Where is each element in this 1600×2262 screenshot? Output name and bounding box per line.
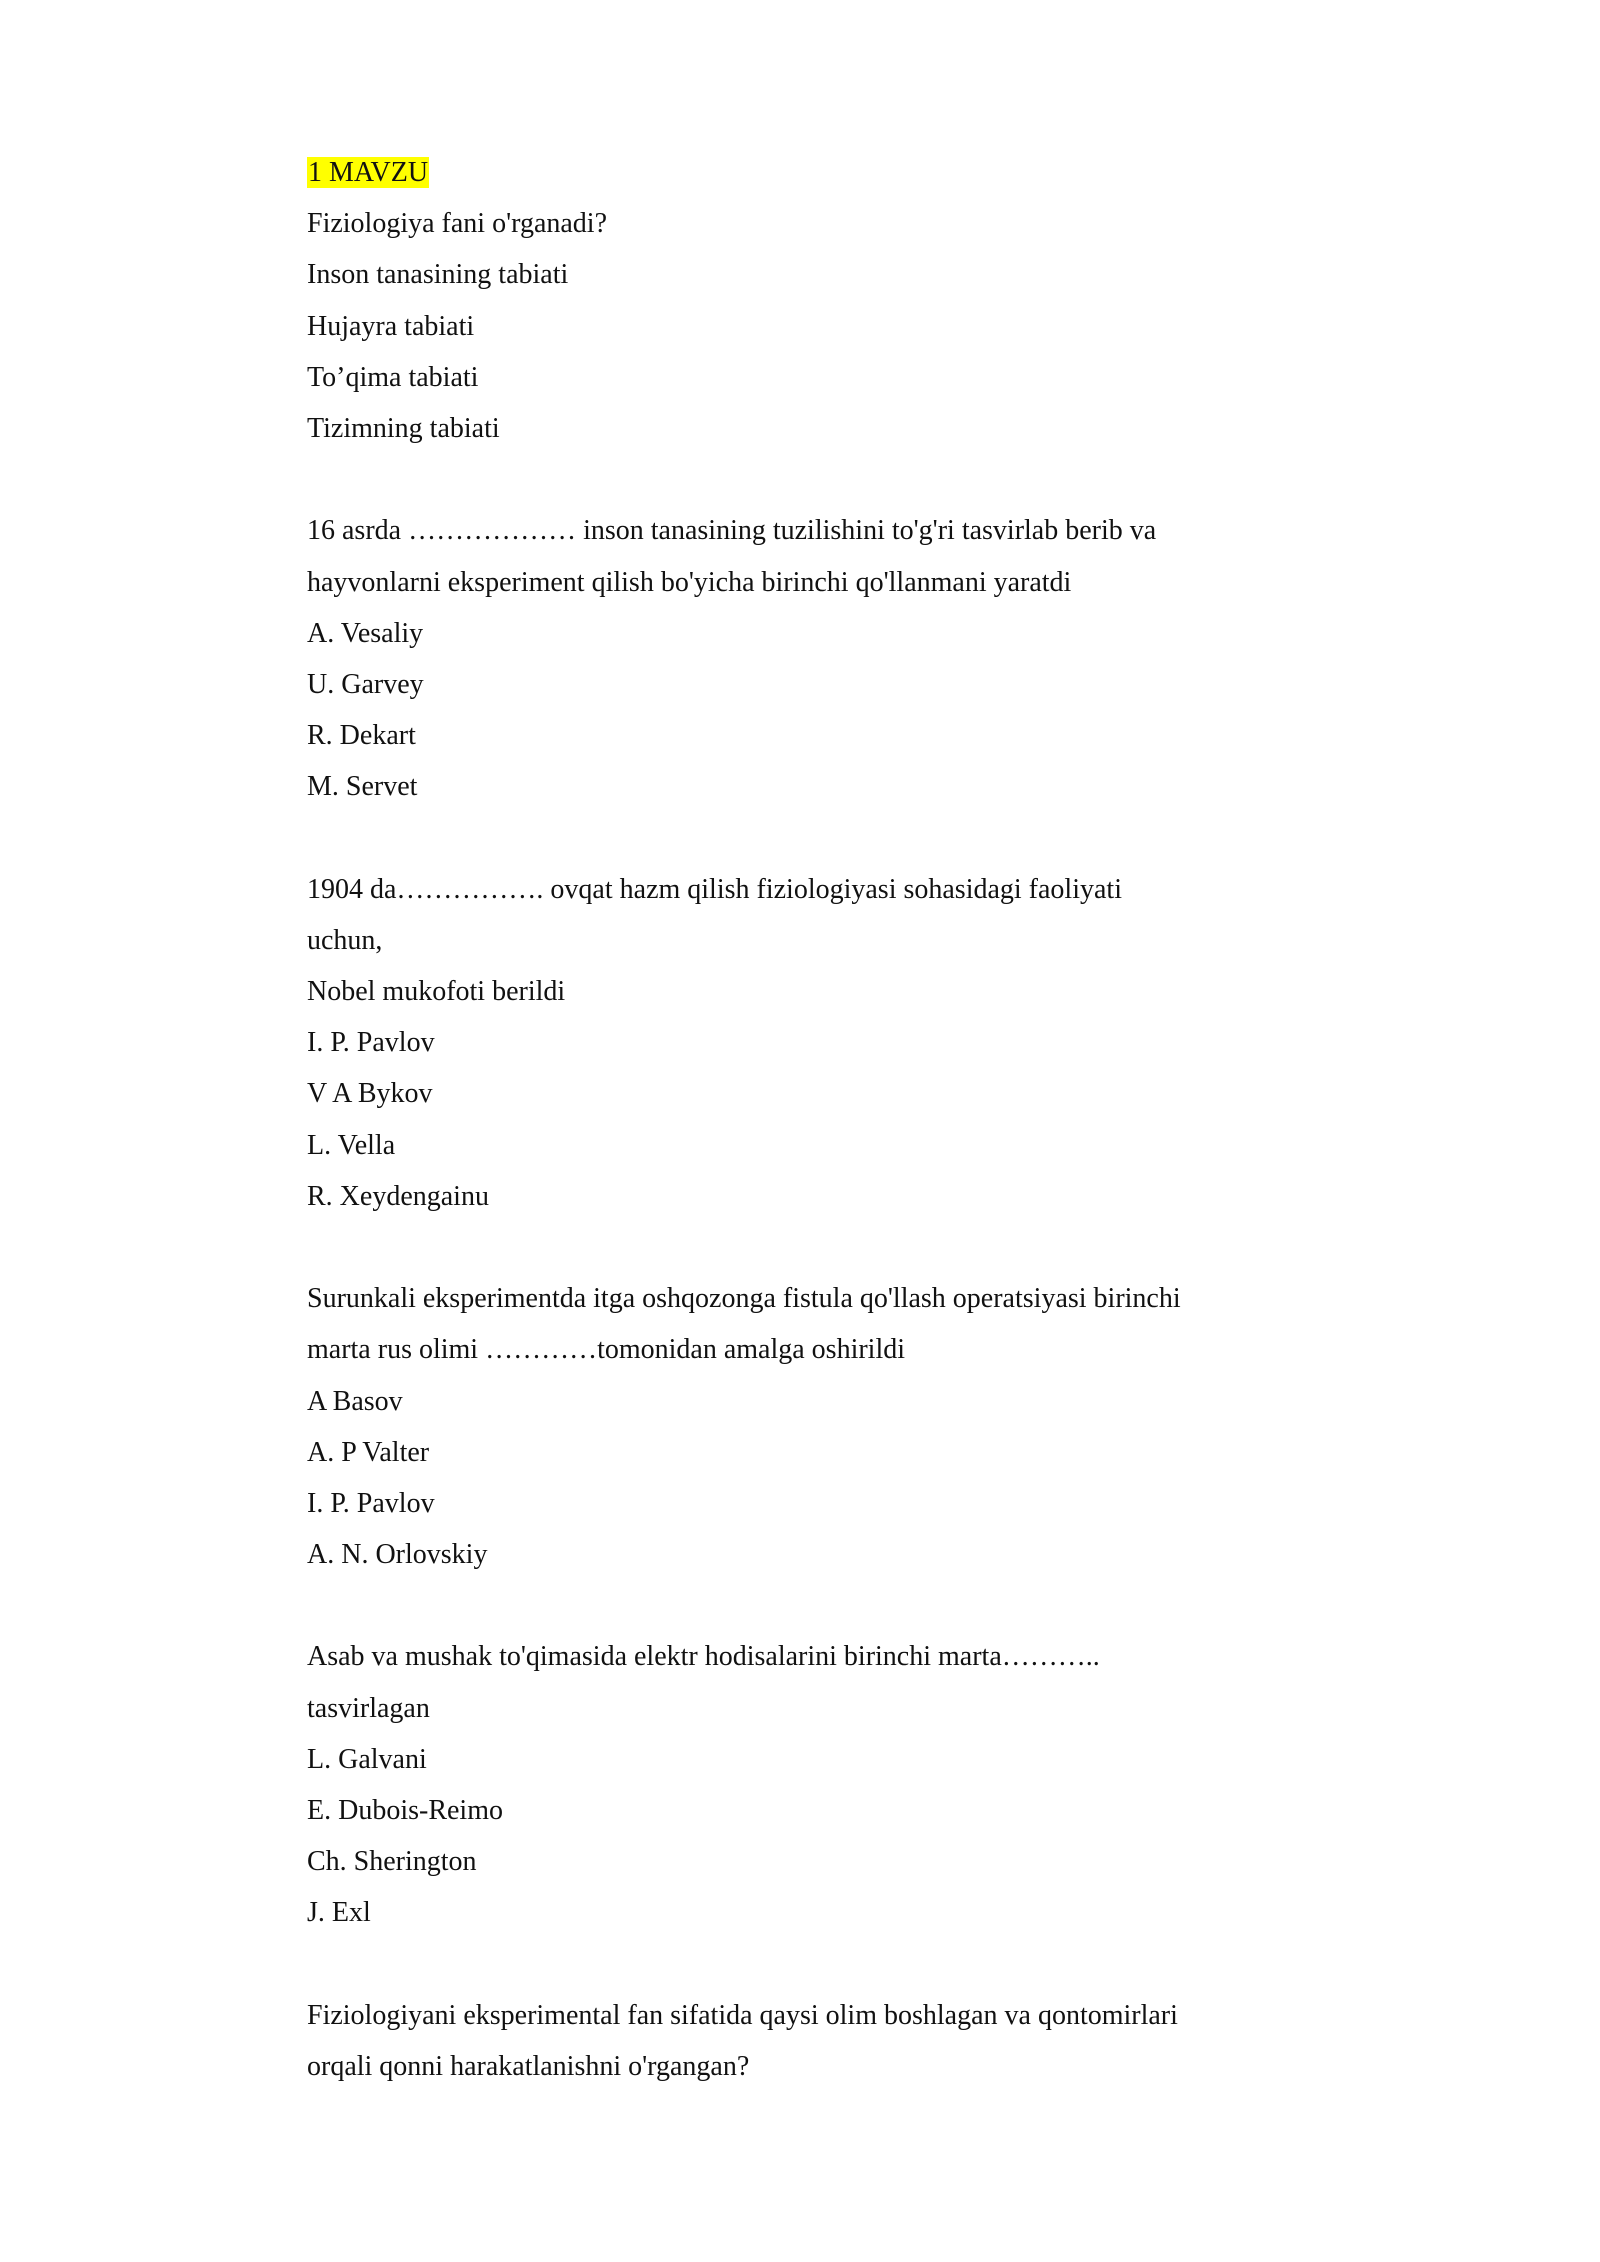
question-text: hayvonlarni eksperiment qilish bo'yicha birinchi qo'llanmani yaratdi xyxy=(307,566,1072,598)
question-text: Fiziologiya fani o'rganadi? xyxy=(307,208,608,240)
paragraph-gap xyxy=(307,454,1267,505)
answer-option: Tizimning tabiati xyxy=(307,412,500,444)
question-block xyxy=(307,1273,1267,1580)
answer-option: I. P. Pavlov xyxy=(307,1027,435,1059)
answer-option: V A Bykov xyxy=(307,1078,433,1110)
question-text: Nobel mukofoti berildi xyxy=(307,976,566,1007)
answer-option: A. N. Orlovskiy xyxy=(307,1539,488,1571)
answer-option: Hujayra tabiati xyxy=(307,310,475,342)
answer-option: M. Servet xyxy=(307,771,418,803)
answer-option: R. Xeydengainu xyxy=(307,1180,489,1212)
answer-option: A. Vesaliy xyxy=(307,617,424,649)
question-text: 1904 da……………. ovqat hazm qilish fiziologiyasi sohasidagi faoliyati xyxy=(307,873,1122,905)
question-block xyxy=(307,1990,1267,2092)
question-text: 16 asrda ……………… inson tanasining tuzilishini to'g'ri tasvirlab berib va xyxy=(307,515,1157,547)
question-text: Fiziologiyani eksperimental fan sifatida qaysi olim boshlagan va qontomirlari xyxy=(307,1999,1178,2031)
paragraph-gap xyxy=(307,1222,1267,1273)
answer-option: Ch. Sherington xyxy=(307,1846,477,1878)
question-text: Asab va mushak to'qimasida elektr hodisalarini birinchi marta……….. xyxy=(307,1641,1100,1673)
topic-heading-line xyxy=(307,147,1267,198)
topic-heading: 1 MAVZU xyxy=(308,157,429,188)
question-block xyxy=(307,1631,1267,1938)
answer-option: A. P Valter xyxy=(307,1436,430,1468)
answer-option: U. Garvey xyxy=(307,668,424,700)
answer-option: R. Dekart xyxy=(307,720,416,752)
answer-option: E. Dubois-Reimo xyxy=(307,1795,503,1826)
answer-option: J. Exl xyxy=(307,1897,371,1929)
answer-option: I. P. Pavlov xyxy=(307,1487,435,1519)
question-text: marta rus olimi …………tomonidan amalga oshirildi xyxy=(307,1334,906,1366)
question-block xyxy=(307,198,1267,454)
answer-option: A Basov xyxy=(307,1385,403,1417)
question-block xyxy=(307,864,1267,1222)
answer-option: To’qima tabiati xyxy=(307,361,479,393)
answer-option: L. Vella xyxy=(307,1129,396,1161)
answer-option: Inson tanasining tabiati xyxy=(307,259,569,291)
question-text: Surunkali eksperimentda itga oshqozonga fistula qo'llash operatsiyasi birinchi xyxy=(307,1283,1181,1315)
question-text: tasvirlagan xyxy=(307,1692,430,1724)
question-text: uchun, xyxy=(307,924,383,956)
paragraph-gap xyxy=(307,1939,1267,1990)
paragraph-gap xyxy=(307,812,1267,863)
paragraph-gap xyxy=(307,1580,1267,1631)
answer-option: L. Galvani xyxy=(307,1743,427,1775)
document-body xyxy=(307,147,1267,2092)
question-text: orqali qonni harakatlanishni o'rgangan? xyxy=(307,2050,750,2082)
question-block xyxy=(307,505,1267,812)
